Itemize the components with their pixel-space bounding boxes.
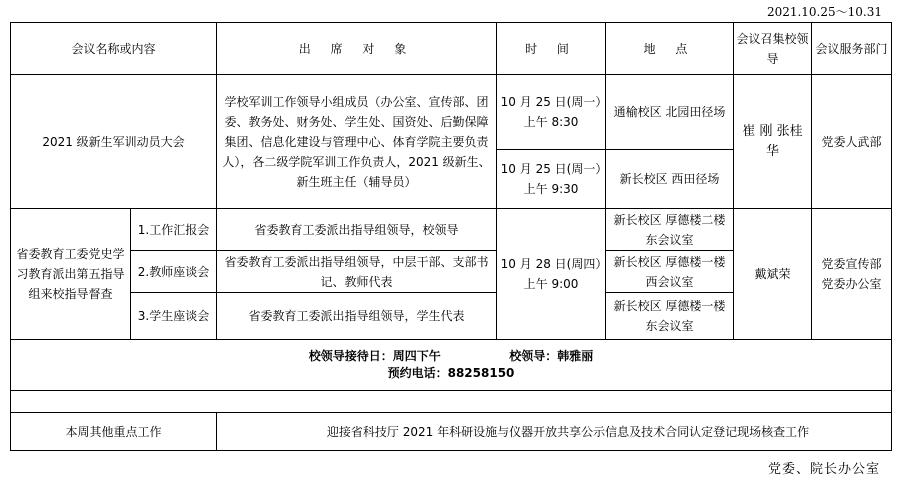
meeting2-item1-attendees: 省委教育工委派出指导组领导，校领导 bbox=[217, 209, 497, 251]
meeting1-name: 2021 级新生军训动员大会 bbox=[11, 75, 217, 209]
schedule-table bbox=[10, 22, 892, 451]
meeting2-service: 党委宣传部 党委办公室 bbox=[812, 209, 892, 340]
meeting2-name: 省委教育工委党史学习教育派出第五指导组来校指导督查 bbox=[11, 209, 131, 340]
meeting2-convener: 戴斌荣 bbox=[734, 209, 812, 340]
header-convener: 会议召集校领导 bbox=[734, 23, 812, 75]
meeting2-item2-location: 新长校区 厚德楼一楼西会议室 bbox=[606, 251, 734, 293]
header-time: 时 间 bbox=[497, 23, 606, 75]
reception-line-1 bbox=[13, 348, 889, 365]
meeting1-time-a: 10 月 25 日(周一）上午 8:30 bbox=[497, 75, 606, 150]
reception-phone-label: 预约电话： bbox=[387, 366, 448, 380]
meeting1-time-b: 10 月 25 日(周一）上午 9:30 bbox=[497, 150, 606, 209]
reception-cell bbox=[11, 340, 892, 391]
meeting2-row-1 bbox=[11, 209, 892, 251]
meeting1-convener: 崔 刚 张桂华 bbox=[734, 75, 812, 209]
meeting2-item2-attendees: 省委教育工委派出指导组领导，中层干部、支部书记、教师代表 bbox=[217, 251, 497, 293]
reception-row bbox=[11, 340, 892, 391]
meeting2-item3-location: 新长校区 厚德楼一楼东会议室 bbox=[606, 293, 734, 340]
key-work-row bbox=[11, 413, 892, 451]
meeting2-item1-title: 1.工作汇报会 bbox=[131, 209, 217, 251]
meeting2-time: 10 月 28 日(周四）上午 9:00 bbox=[497, 209, 606, 340]
meeting1-row-a bbox=[11, 75, 892, 150]
key-work-content: 迎接省科技厅 2021 年科研设施与仪器开放共享公示信息及技术合同认定登记现场核查工作 bbox=[217, 413, 892, 451]
header-row bbox=[11, 23, 892, 75]
reception-day-label: 校领导接待日： bbox=[308, 349, 393, 363]
blank-cell bbox=[11, 391, 892, 413]
meeting2-item1-location: 新长校区 厚德楼二楼东会议室 bbox=[606, 209, 734, 251]
meeting2-item3-attendees: 省委教育工委派出指导组领导，学生代表 bbox=[217, 293, 497, 340]
meeting1-location-b: 新长校区 西田径场 bbox=[606, 150, 734, 209]
header-attendees: 出 席 对 象 bbox=[217, 23, 497, 75]
blank-row bbox=[11, 391, 892, 413]
meeting1-service: 党委人武部 bbox=[812, 75, 892, 209]
meeting1-attendees: 学校军训工作领导小组成员（办公室、宣传部、团委、教务处、财务处、学生处、国资处、后勤保障集团、信息化建设与管理中心、体育学院主要负责人），各二级学院军训工作负责人，2021 级新生、新生班主任（辅导员） bbox=[217, 75, 497, 209]
reception-leader-label: 校领导： bbox=[509, 349, 558, 363]
key-work-title: 本周其他重点工作 bbox=[11, 413, 217, 451]
reception-phone: 88258150 bbox=[447, 366, 515, 380]
date-range: 2021.10.25～10.31 bbox=[766, 5, 882, 19]
meeting2-item2-title: 2.教师座谈会 bbox=[131, 251, 217, 293]
reception-leader: 韩雅丽 bbox=[557, 349, 594, 363]
reception-day: 周四下午 bbox=[392, 349, 441, 363]
header-service: 会议服务部门 bbox=[812, 23, 892, 75]
header-location: 地 点 bbox=[606, 23, 734, 75]
footer-signature: 党委、院长办公室 bbox=[767, 462, 880, 477]
reception-line-2 bbox=[13, 365, 889, 382]
meeting2-item3-title: 3.学生座谈会 bbox=[131, 293, 217, 340]
header-meeting: 会议名称或内容 bbox=[11, 23, 217, 75]
meeting1-location-a: 通榆校区 北园田径场 bbox=[606, 75, 734, 150]
